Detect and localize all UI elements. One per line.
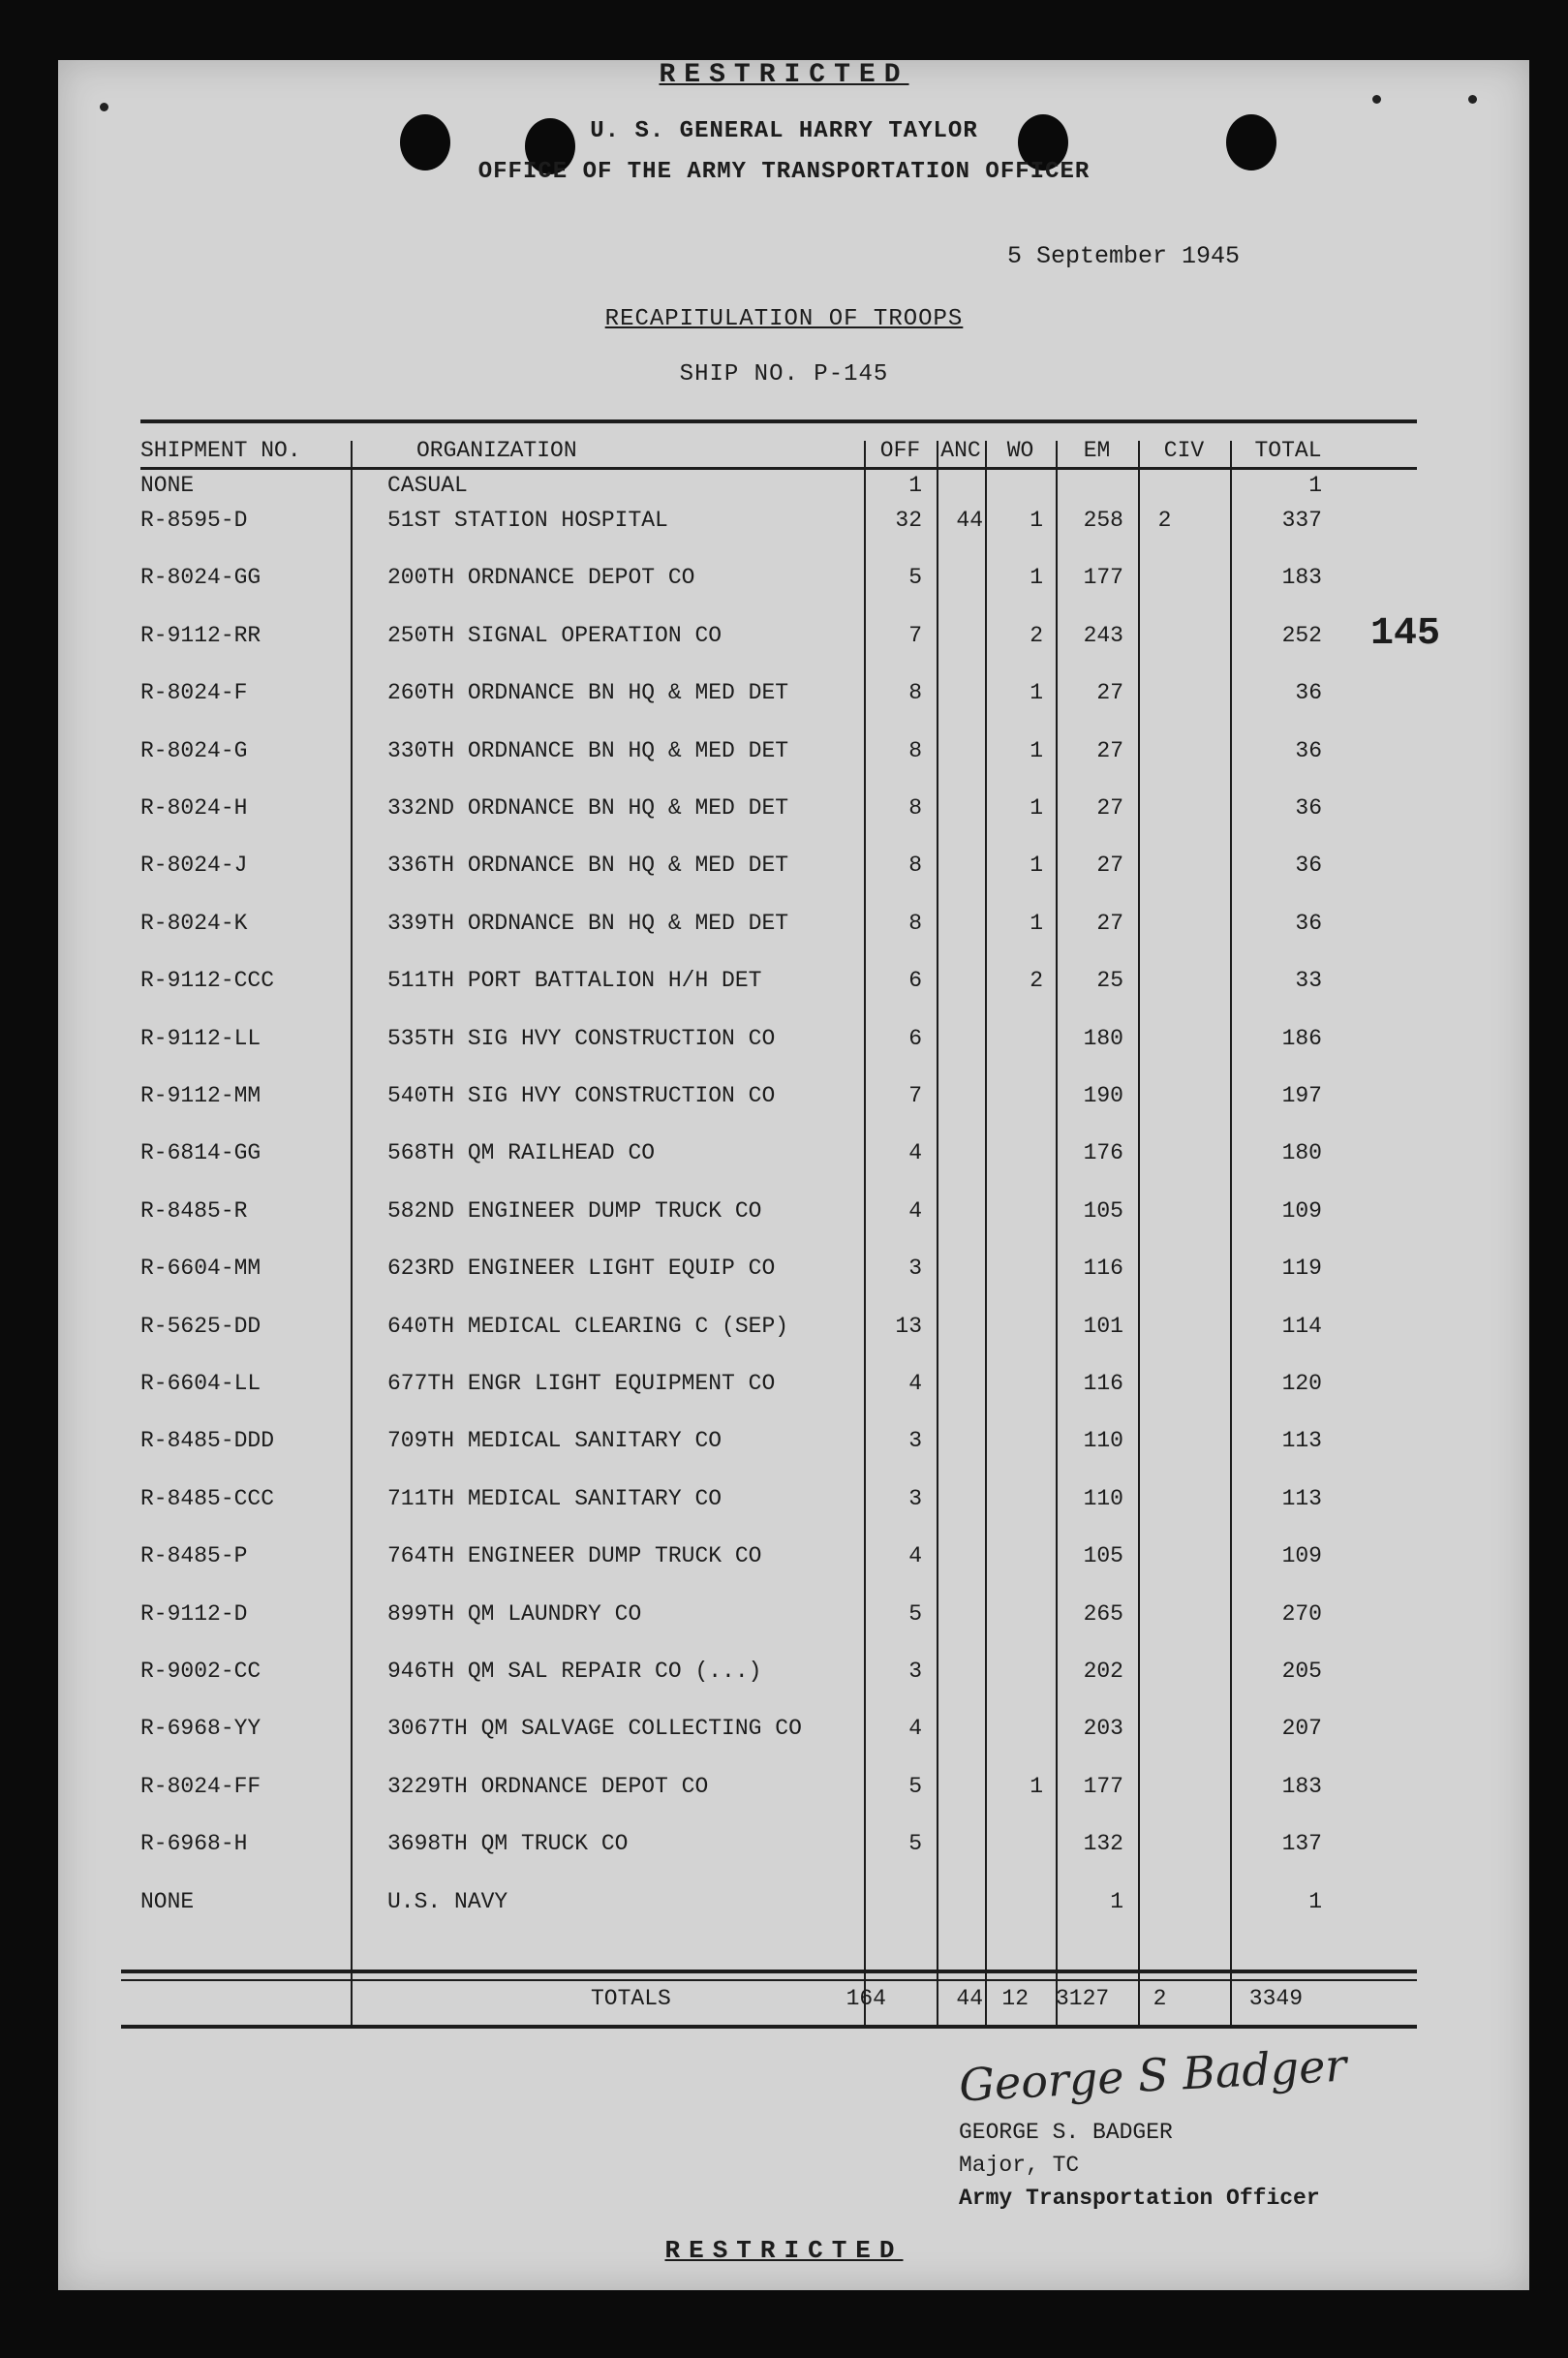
table-cell-em: 203 — [1083, 1716, 1123, 1741]
header-line-2: OFFICE OF THE ARMY TRANSPORTATION OFFICER — [477, 159, 1091, 185]
table-cell-em: 116 — [1083, 1256, 1123, 1281]
table-cell-org: 260TH ORDNANCE BN HQ & MED DET — [387, 680, 789, 705]
totals-em: 3127 — [1056, 1986, 1110, 2011]
totals-total: 3349 — [1248, 1986, 1303, 2011]
table-cell-em: 177 — [1083, 1774, 1123, 1799]
table-cell-shipment: R-8485-DDD — [140, 1428, 275, 1453]
table-cell-off: 4 — [908, 1543, 922, 1568]
table-cell-shipment: R-9112-LL — [140, 1026, 261, 1051]
table-cell-off: 8 — [908, 795, 922, 821]
table-cell-shipment: R-8485-P — [140, 1543, 248, 1568]
table-cell-em: 27 — [1096, 738, 1123, 763]
table-cell-shipment: R-6604-MM — [140, 1256, 261, 1281]
table-cell-shipment: R-8485-R — [140, 1198, 248, 1224]
table-cell-off: 32 — [895, 508, 922, 533]
speck-top-right — [1372, 95, 1381, 104]
table-cell-shipment: R-5625-DD — [140, 1314, 261, 1339]
table-cell-org: 711TH MEDICAL SANITARY CO — [387, 1486, 723, 1511]
table-cell-off: 5 — [908, 1601, 922, 1627]
table-cell-org: 677TH ENGR LIGHT EQUIPMENT CO — [387, 1371, 776, 1396]
table-cell-shipment: R-8024-FF — [140, 1774, 261, 1799]
table-cell-em: 105 — [1083, 1198, 1123, 1224]
signer-name: GEORGE S. BADGER — [959, 2120, 1173, 2145]
table-cell-off: 5 — [908, 1774, 922, 1799]
table-cell-shipment: R-8485-CCC — [140, 1486, 275, 1511]
table-cell-em: 110 — [1083, 1428, 1123, 1453]
table-cell-em: 202 — [1083, 1659, 1123, 1684]
col-header-em: EM — [1083, 438, 1111, 463]
table-cell-off: 3 — [908, 1428, 922, 1453]
table-cell-org: 330TH ORDNANCE BN HQ & MED DET — [387, 738, 789, 763]
table-cell-org: CASUAL — [387, 473, 468, 498]
speck-top-far-right — [1468, 95, 1477, 104]
table-cell-total: 109 — [1281, 1543, 1322, 1568]
table-cell-wo: 1 — [1030, 1774, 1043, 1799]
totals-label: TOTALS — [591, 1986, 671, 2011]
table-cell-shipment: R-8595-D — [140, 508, 248, 533]
table-cell-total: 36 — [1295, 911, 1322, 936]
table-cell-wo: 1 — [1030, 853, 1043, 878]
table-cell-civ: 2 — [1157, 508, 1172, 533]
table-cell-total: 183 — [1281, 565, 1322, 590]
table-cell-wo: 1 — [1030, 738, 1043, 763]
table-cell-off: 7 — [908, 1083, 922, 1108]
table-cell-org: 946TH QM SAL REPAIR CO (...) — [387, 1659, 762, 1684]
table-cell-total: 197 — [1281, 1083, 1322, 1108]
table-cell-shipment: R-8024-H — [140, 795, 248, 821]
table-cell-em: 180 — [1083, 1026, 1123, 1051]
col-divider-em — [1138, 441, 1140, 2028]
table-cell-org: 339TH ORDNANCE BN HQ & MED DET — [387, 911, 789, 936]
table-cell-anc: 44 — [956, 508, 983, 533]
table-cell-em: 116 — [1083, 1371, 1123, 1396]
table-cell-org: 899TH QM LAUNDRY CO — [387, 1601, 642, 1627]
table-cell-shipment: NONE — [140, 1889, 195, 1914]
col-header-off: OFF — [879, 438, 921, 463]
table-cell-em: 1 — [1110, 1889, 1123, 1914]
table-cell-total: 1 — [1308, 1889, 1322, 1914]
table-cell-total: 113 — [1281, 1428, 1322, 1453]
table-cell-wo: 1 — [1030, 911, 1043, 936]
table-cell-off: 4 — [908, 1716, 922, 1741]
table-cell-em: 27 — [1096, 911, 1123, 936]
signer-title: Army Transportation Officer — [959, 2186, 1320, 2211]
totals-civ: 2 — [1153, 1986, 1167, 2011]
table-cell-off: 8 — [908, 680, 922, 705]
totals-bottom-rule — [121, 2025, 1417, 2029]
col-header-organization: ORGANIZATION — [416, 438, 577, 463]
table-cell-org: 764TH ENGINEER DUMP TRUCK CO — [387, 1543, 762, 1568]
signer-rank: Major, TC — [959, 2153, 1080, 2178]
table-cell-total: 36 — [1295, 738, 1322, 763]
table-cell-wo: 1 — [1030, 508, 1043, 533]
restricted-top-marking: RESTRICTED — [659, 60, 909, 90]
table-cell-org: 332ND ORDNANCE BN HQ & MED DET — [387, 795, 789, 821]
table-cell-shipment: R-6968-YY — [140, 1716, 261, 1741]
table-cell-total: 120 — [1281, 1371, 1322, 1396]
table-cell-off: 8 — [908, 911, 922, 936]
table-cell-off: 7 — [908, 623, 922, 648]
table-cell-off: 4 — [908, 1198, 922, 1224]
table-cell-total: 205 — [1281, 1659, 1322, 1684]
table-cell-total: 36 — [1295, 680, 1322, 705]
table-cell-total: 137 — [1281, 1831, 1322, 1856]
table-cell-off: 5 — [908, 565, 922, 590]
table-cell-em: 101 — [1083, 1314, 1123, 1339]
table-cell-total: 33 — [1295, 968, 1322, 993]
table-cell-org: 200TH ORDNANCE DEPOT CO — [387, 565, 695, 590]
totals-anc: 44 — [956, 1986, 983, 2011]
totals-off: 164 — [845, 1986, 886, 2011]
col-header-wo: WO — [1006, 438, 1034, 463]
restricted-bottom-marking: RESTRICTED — [664, 2236, 904, 2265]
table-cell-shipment: R-9112-MM — [140, 1083, 261, 1108]
table-cell-org: 250TH SIGNAL OPERATION CO — [387, 623, 723, 648]
table-cell-em: 27 — [1096, 853, 1123, 878]
document-page — [58, 60, 1529, 2290]
col-header-civ: CIV — [1163, 438, 1205, 463]
table-cell-em: 27 — [1096, 795, 1123, 821]
table-cell-org: 511TH PORT BATTALION H/H DET — [387, 968, 762, 993]
table-cell-total: 119 — [1281, 1256, 1322, 1281]
table-cell-em: 243 — [1083, 623, 1123, 648]
table-cell-wo: 2 — [1030, 968, 1043, 993]
table-cell-shipment: R-8024-J — [140, 853, 248, 878]
table-cell-wo: 1 — [1030, 680, 1043, 705]
table-cell-em: 25 — [1096, 968, 1123, 993]
table-cell-org: 3698TH QM TRUCK CO — [387, 1831, 629, 1856]
table-cell-total: 180 — [1281, 1140, 1322, 1165]
table-cell-org: 709TH MEDICAL SANITARY CO — [387, 1428, 723, 1453]
col-header-anc: ANC — [940, 438, 981, 463]
table-cell-shipment: R-9112-RR — [140, 623, 261, 648]
table-header-rule — [140, 467, 1417, 470]
table-cell-off: 5 — [908, 1831, 922, 1856]
table-cell-total: 113 — [1281, 1486, 1322, 1511]
table-cell-shipment: R-9112-D — [140, 1601, 248, 1627]
table-cell-em: 132 — [1083, 1831, 1123, 1856]
col-header-shipment: SHIPMENT NO. — [140, 438, 301, 463]
speck-top-left — [100, 103, 108, 111]
table-cell-total: 270 — [1281, 1601, 1322, 1627]
table-cell-org: 535TH SIG HVY CONSTRUCTION CO — [387, 1026, 776, 1051]
table-cell-em: 176 — [1083, 1140, 1123, 1165]
table-cell-total: 1 — [1308, 473, 1322, 498]
table-cell-org: 51ST STATION HOSPITAL — [387, 508, 668, 533]
table-cell-total: 109 — [1281, 1198, 1322, 1224]
table-cell-off: 3 — [908, 1659, 922, 1684]
table-cell-off: 6 — [908, 1026, 922, 1051]
table-cell-shipment: R-8024-F — [140, 680, 248, 705]
document-title: RECAPITULATION OF TROOPS — [604, 306, 964, 332]
col-divider-off — [937, 441, 938, 2028]
table-cell-org: U.S. NAVY — [387, 1889, 508, 1914]
table-cell-em: 27 — [1096, 680, 1123, 705]
table-cell-wo: 1 — [1030, 565, 1043, 590]
table-cell-em: 105 — [1083, 1543, 1123, 1568]
col-divider-shipment — [351, 441, 353, 2028]
table-cell-total: 36 — [1295, 853, 1322, 878]
table-cell-org: 640TH MEDICAL CLEARING C (SEP) — [387, 1314, 789, 1339]
table-cell-org: 3229TH ORDNANCE DEPOT CO — [387, 1774, 709, 1799]
table-cell-total: 207 — [1281, 1716, 1322, 1741]
table-cell-off: 6 — [908, 968, 922, 993]
table-cell-total: 36 — [1295, 795, 1322, 821]
totals-wo: 12 — [1001, 1986, 1029, 2011]
table-cell-em: 110 — [1083, 1486, 1123, 1511]
table-cell-em: 265 — [1083, 1601, 1123, 1627]
table-cell-off: 8 — [908, 853, 922, 878]
col-header-total: TOTAL — [1254, 438, 1322, 463]
table-cell-off: 1 — [908, 473, 922, 498]
table-cell-off: 13 — [895, 1314, 922, 1339]
table-cell-org: 336TH ORDNANCE BN HQ & MED DET — [387, 853, 789, 878]
table-cell-wo: 2 — [1030, 623, 1043, 648]
table-cell-shipment: R-6604-LL — [140, 1371, 261, 1396]
table-cell-em: 190 — [1083, 1083, 1123, 1108]
table-cell-off: 3 — [908, 1486, 922, 1511]
handwritten-signature: George S Badger — [957, 2038, 1348, 2112]
table-cell-total: 114 — [1281, 1314, 1322, 1339]
table-cell-em: 177 — [1083, 565, 1123, 590]
table-cell-shipment: NONE — [140, 473, 195, 498]
table-cell-total: 186 — [1281, 1026, 1322, 1051]
table-cell-org: 568TH QM RAILHEAD CO — [387, 1140, 656, 1165]
table-cell-shipment: R-9002-CC — [140, 1659, 261, 1684]
table-cell-shipment: R-6968-H — [140, 1831, 248, 1856]
header-line-1: U. S. GENERAL HARRY TAYLOR — [590, 118, 978, 144]
table-top-rule — [140, 419, 1417, 423]
table-cell-shipment: R-6814-GG — [140, 1140, 261, 1165]
table-cell-em: 258 — [1083, 508, 1123, 533]
table-cell-total: 183 — [1281, 1774, 1322, 1799]
table-cell-org: 582ND ENGINEER DUMP TRUCK CO — [387, 1198, 762, 1224]
table-cell-off: 4 — [908, 1140, 922, 1165]
table-cell-shipment: R-8024-G — [140, 738, 248, 763]
table-cell-off: 3 — [908, 1256, 922, 1281]
table-cell-wo: 1 — [1030, 795, 1043, 821]
table-cell-total: 252 — [1281, 623, 1322, 648]
document-date: 5 September 1945 — [1007, 242, 1241, 270]
table-cell-shipment: R-9112-CCC — [140, 968, 275, 993]
table-cell-org: 540TH SIG HVY CONSTRUCTION CO — [387, 1083, 776, 1108]
table-cell-off: 8 — [908, 738, 922, 763]
margin-number: 145 — [1370, 612, 1441, 656]
table-bottom-rule — [121, 1970, 1417, 1973]
table-cell-org: 623RD ENGINEER LIGHT EQUIP CO — [387, 1256, 776, 1281]
table-cell-total: 337 — [1281, 508, 1322, 533]
table-cell-shipment: R-8024-GG — [140, 565, 261, 590]
table-cell-off: 4 — [908, 1371, 922, 1396]
table-bottom-rule-2 — [121, 1979, 1417, 1981]
ship-number: SHIP NO. P-145 — [679, 361, 889, 388]
table-cell-org: 3067TH QM SALVAGE COLLECTING CO — [387, 1716, 802, 1741]
table-cell-shipment: R-8024-K — [140, 911, 248, 936]
